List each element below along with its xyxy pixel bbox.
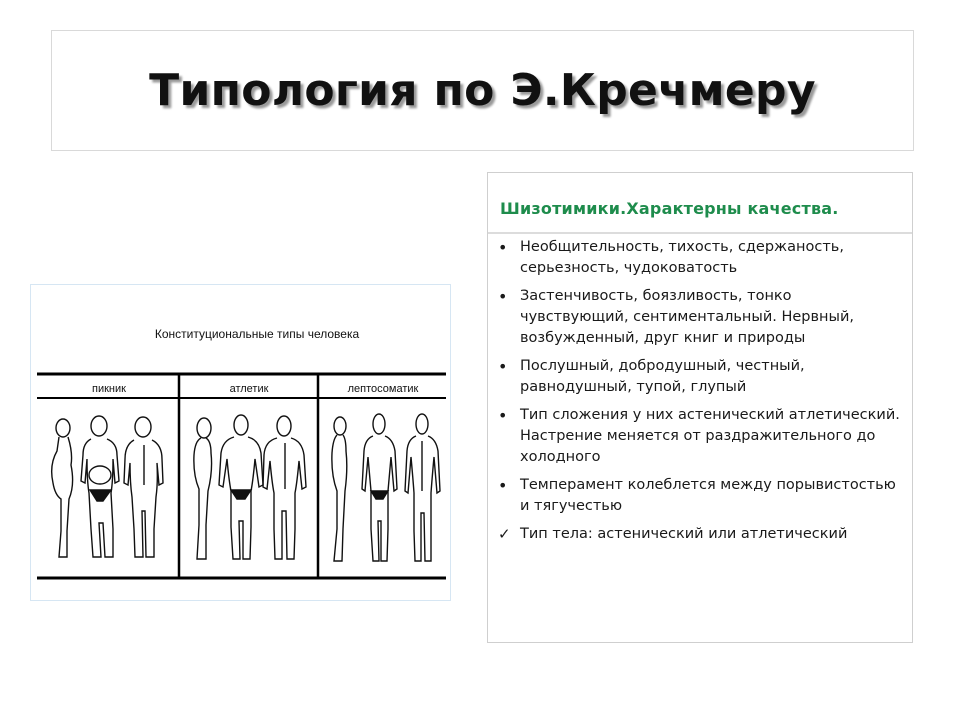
list-item [496,286,901,349]
athletic-back-figure [263,416,306,559]
list-item-text: Тип тела: астенический или атлетический [520,526,848,542]
column-label-athletic: атлетик [229,383,269,395]
leptosomatic-front-figure [362,414,397,561]
body-types-illustration [31,285,450,600]
title-box [51,30,914,151]
dot-icon [498,237,514,260]
leptosomatic-figures [332,414,440,561]
content-heading: Шизотимики.Характерны качества. [500,199,839,218]
athletic-figures [194,415,306,559]
trait-list [496,237,901,552]
picnic-figures [52,416,163,557]
leptosomatic-side-figure [332,417,347,561]
dot-icon [498,475,514,498]
heading-divider [488,232,912,234]
list-item [496,405,901,468]
picnic-front-figure [81,416,119,557]
list-item [496,237,901,279]
leptosomatic-back-figure [405,414,440,561]
list-item-text: Тип сложения у них астенический атлетический. Настрение меняется от раздражительного до холодного [520,407,900,465]
picnic-side-figure [52,419,73,557]
list-item [496,524,901,545]
list-item-text: Темперамент колеблется между порывистостью и тягучестью [520,477,896,514]
column-label-leptosomatic: лептосоматик [347,383,419,395]
dot-icon [498,286,514,309]
list-item-text: Послушный, добродушный, честный, равнодушный, тупой, глупый [520,358,805,395]
list-item-text: Необщительность, тихость, сдержаность, серьезность, чудоковатость [520,239,844,276]
dot-icon [498,405,514,428]
athletic-side-figure [194,418,212,559]
list-item [496,356,901,398]
dot-icon [498,356,514,379]
body-types-figure [30,284,451,601]
list-item [496,475,901,517]
slide-title: Типология по Э.Кречмеру [149,64,816,116]
figure-caption: Конституциональные типы человека [154,327,360,341]
athletic-front-figure [219,415,263,559]
checkmark-icon [498,524,514,546]
picnic-back-figure [124,417,163,557]
content-panel [487,172,913,643]
list-item-text: Застенчивость, боязливость, тонко чувствующий, сентиментальный. Нервный, возбужденный, друг книг и природы [520,288,855,346]
column-label-picnic: пикник [92,383,126,395]
